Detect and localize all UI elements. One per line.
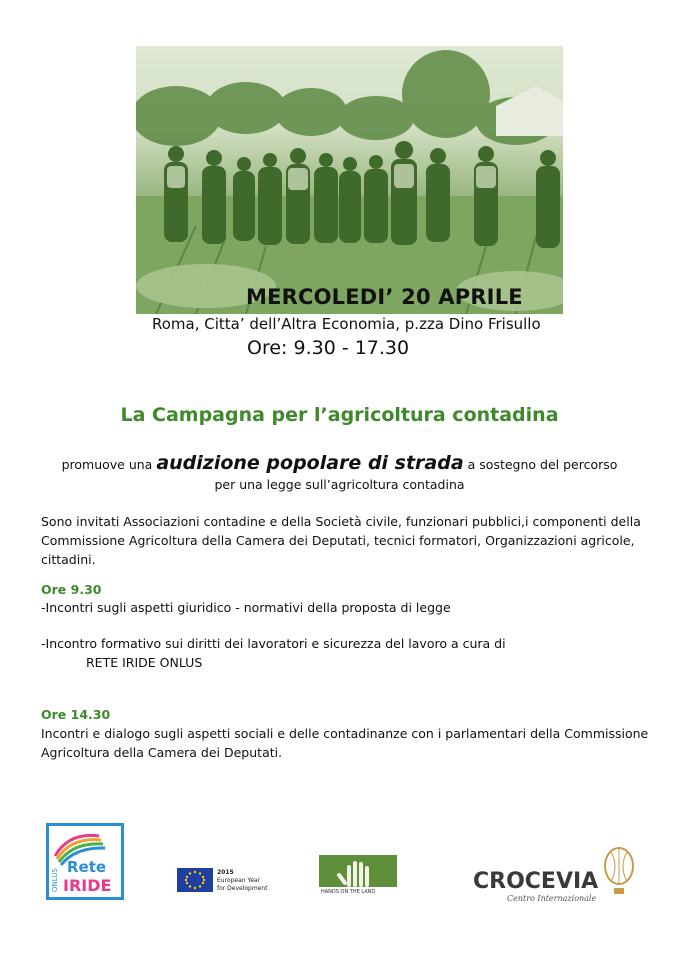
event-place: Roma, Citta’ dell’Altra Economia, p.zza Dino Frisullo — [152, 315, 541, 333]
promo-suffix: a sostegno del percorso — [463, 457, 618, 472]
afternoon-paragraph: Incontri e dialogo sugli aspetti sociali e delle contadinanze con i parlamentari della Commissione Agricoltura della Camera dei Deputati. — [41, 726, 649, 760]
hands-logo-graphic — [319, 855, 397, 895]
rete-side-text: ONLUS — [51, 868, 59, 892]
afternoon-heading: Ore 14.30 — [41, 707, 111, 722]
eu-year-text: 2015 — [217, 869, 234, 876]
campaign-title: La Campagna per l’agricoltura contadina — [120, 404, 559, 426]
morning-item-2-org: RETE IRIDE ONLUS — [86, 655, 203, 670]
rete-iride-logo — [46, 823, 124, 900]
promo-highlight: audizione popolare di strada — [156, 452, 464, 474]
hands-on-the-land-logo — [319, 855, 397, 895]
eu-year-logo — [177, 866, 277, 894]
rete-iride-logo-graphic — [49, 826, 121, 897]
eu-year-logo-graphic — [177, 866, 277, 894]
eu-text-1: European Year — [217, 877, 261, 884]
promo-prefix: promuove una — [61, 457, 157, 472]
eu-text-2: for Development — [217, 885, 268, 892]
farmworkers-photo-illustration — [136, 46, 563, 314]
morning-item-2: -Incontro formativo sui diritti dei lavoratori e sicurezza del lavoro a cura di — [41, 636, 506, 651]
crocevia-sub: Centro Internazionale — [507, 894, 597, 903]
crocevia-logo-graphic — [471, 846, 641, 904]
hands-text: HANDS ON THE LAND — [321, 889, 376, 895]
promo-line-2: per una legge sull’agricoltura contadina — [214, 477, 465, 492]
morning-heading: Ore 9.30 — [41, 582, 102, 597]
header-photo — [136, 46, 563, 314]
crocevia-name: CROCEVIA — [473, 869, 599, 894]
promo-line — [0, 452, 679, 474]
rete-bottom-text: IRIDE — [63, 876, 112, 895]
event-date: MERCOLEDI’ 20 APRILE — [246, 285, 523, 309]
event-time: Ore: 9.30 - 17.30 — [247, 337, 410, 359]
invited-paragraph: Sono invitati Associazioni contadine e della Società civile, funzionari pubblici,i componenti della Commissione Agricoltura della Camera dei Deputati, tecnici formatori, Organizzazioni agricole, cittadini. — [41, 514, 641, 567]
crocevia-logo — [471, 846, 641, 904]
morning-item-1: -Incontri sugli aspetti giuridico - normativi della proposta di legge — [41, 600, 451, 615]
rete-top-text: Rete — [67, 858, 107, 876]
